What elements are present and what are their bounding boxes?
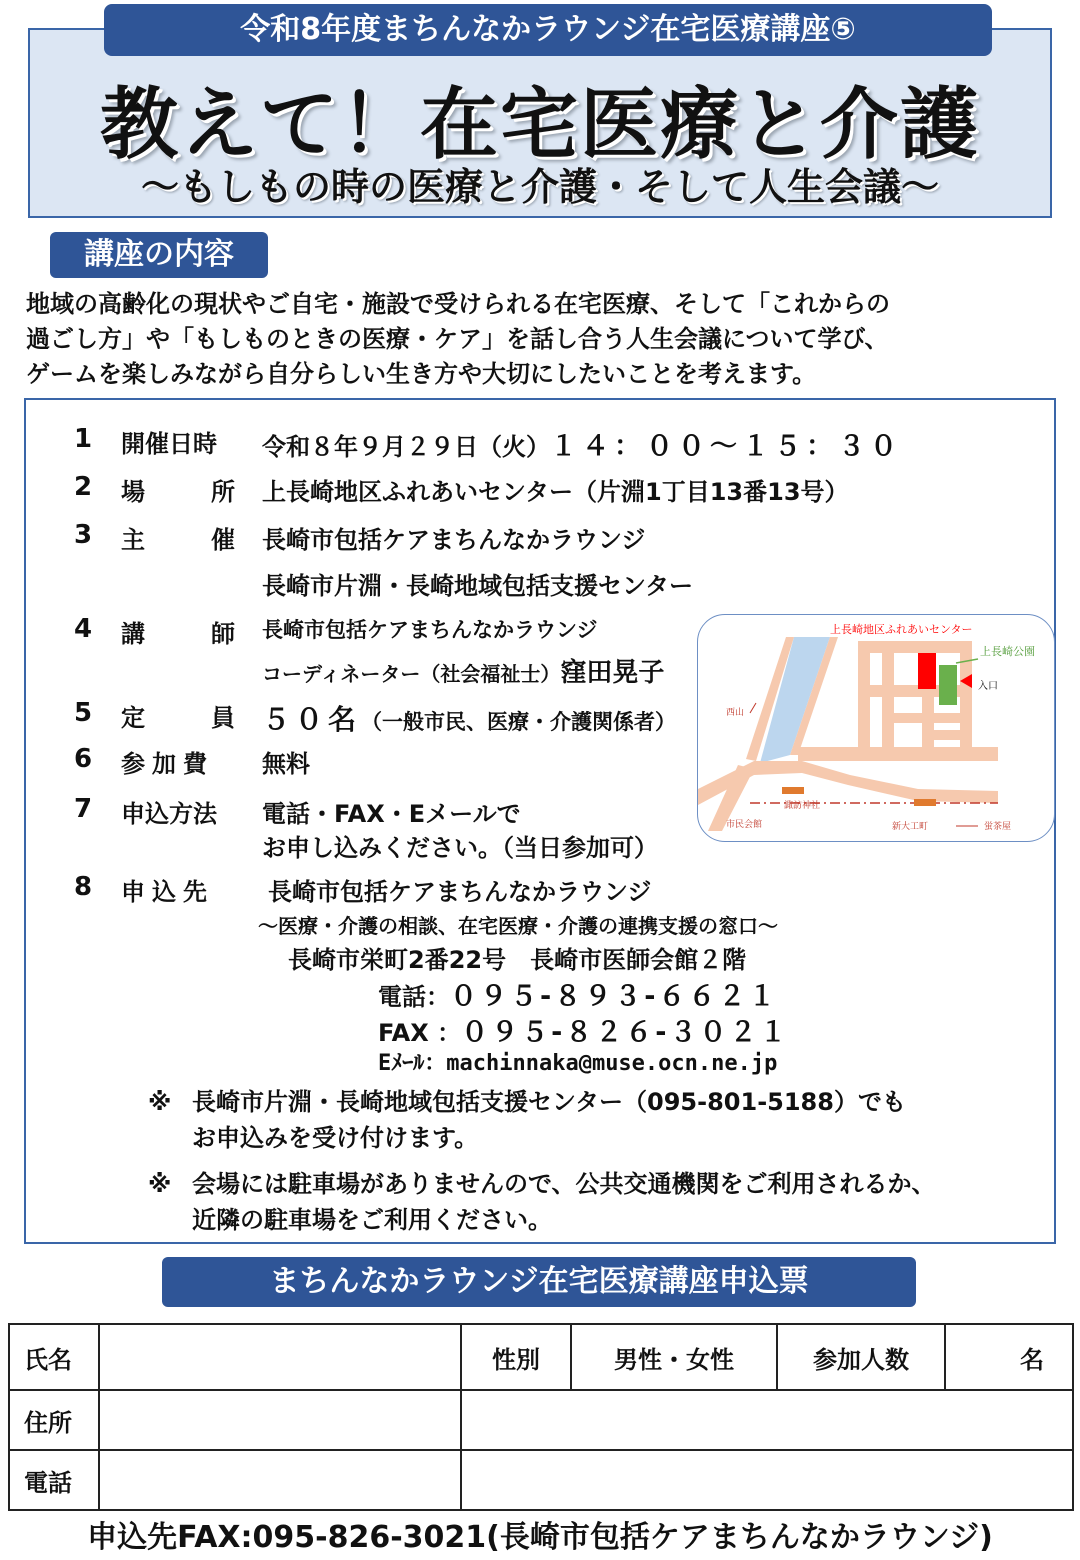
lecturer-title: コーディネーター（社会福祉士） — [262, 662, 561, 686]
series-title-banner: 令和8年度まちんなかラウンジ在宅医療講座⑤ — [104, 4, 992, 56]
item-label: 申込方法 — [121, 800, 217, 828]
tram-stop-shindaiku — [914, 799, 936, 806]
course-content-heading: 講座の内容 — [50, 232, 268, 278]
main-title: 教えて！在宅医療と介護 — [99, 80, 980, 170]
organizer-value: 長崎市包括ケアまちんなかラウンジ — [262, 526, 646, 554]
item-number: 4 — [74, 614, 93, 644]
item-number: 5 — [74, 698, 93, 728]
contact-org: 長崎市包括ケアまちんなかラウンジ — [268, 878, 652, 906]
map-label-entrance: 入口 — [978, 681, 998, 692]
table-row — [9, 1450, 1073, 1510]
map-label-suwa: 諏訪神社 — [784, 800, 821, 810]
application-method-2: お申し込みください。（当日参加可） — [262, 834, 658, 862]
address-field-2[interactable] — [461, 1390, 1073, 1450]
item-number: 6 — [74, 744, 93, 774]
application-form-heading: まちんなかラウンジ在宅医療講座申込票 — [162, 1257, 916, 1307]
item-label-char: 師 — [211, 620, 235, 648]
note-mark: ※ — [148, 1088, 172, 1116]
fax-label: FAX ： — [378, 1019, 462, 1047]
map-label-park: 上長崎公園 — [980, 646, 1035, 658]
lecturer-org: 長崎市包括ケアまちんなかラウンジ — [262, 618, 598, 642]
note-line: 長崎市片淵・長崎地域包括支援センター（095-801-5188）でも — [192, 1088, 906, 1116]
item-label-char: 員 — [211, 704, 235, 732]
table-row — [9, 1324, 1073, 1390]
tel-label: 電話： — [378, 983, 450, 1011]
note-line: 近隣の駐車場をご利用ください。 — [192, 1206, 552, 1234]
gender-options[interactable]: 男性・女性 — [571, 1324, 777, 1390]
phone-label: 電話 — [9, 1450, 99, 1510]
lecturer-name: 窪田晃子 — [560, 658, 665, 688]
item-label-char: 主 — [121, 526, 145, 554]
venue-marker — [918, 653, 936, 689]
item-number: 2 — [74, 472, 93, 502]
address-label: 住所 — [9, 1390, 99, 1450]
map-label-shindaiku: 新大工町 — [892, 821, 929, 831]
item-label: 参加費 — [121, 750, 214, 778]
item-number: 1 — [74, 424, 93, 454]
item-label-char: 場 — [121, 478, 145, 506]
name-field[interactable] — [99, 1324, 461, 1390]
capacity-target: （一般市民、医療・介護関係者） — [361, 710, 677, 734]
application-fax-footer: 申込先FAX:095-826-3021(長崎市包括ケアまちんなかラウンジ) — [87, 1520, 993, 1555]
note-parking — [148, 1166, 936, 1238]
map-drawing — [698, 615, 1054, 841]
course-description — [26, 287, 1066, 392]
tram-stop-suwa — [782, 787, 804, 794]
name-label: 氏名 — [9, 1324, 99, 1390]
note-alt-center — [148, 1084, 906, 1156]
description-line: ゲームを楽しみながら自分らしい生き方や大切にしたいことを考えます。 — [26, 360, 817, 388]
phone-field-1[interactable] — [99, 1450, 461, 1510]
event-date: 令和８年９月２９日（火） — [262, 433, 550, 461]
item-label — [121, 520, 235, 555]
table-row — [9, 1390, 1073, 1450]
item-number: 7 — [74, 794, 93, 824]
item-label-char: 所 — [211, 478, 235, 506]
item-label — [121, 614, 235, 649]
description-line: 過ごし方」や「もしものときの医療・ケア」を話し合う人生会議について学び、 — [26, 325, 889, 353]
participants-label: 参加人数 — [777, 1324, 945, 1390]
item-label-char: 定 — [121, 704, 145, 732]
note-line: 会場には駐車場がありませんので、公共交通機関をご利用されるか、 — [192, 1170, 936, 1198]
map-label-venue: 上長崎地区ふれあいセンター — [830, 624, 973, 636]
email-label: Eﾒｰﾙ： — [378, 1051, 447, 1076]
map-label-hotarujaya: 蛍茶屋 — [984, 821, 1012, 831]
map-label-nishiyama: 西山 — [726, 707, 745, 717]
email-address: machinnaka@muse.ocn.ne.jp — [446, 1051, 778, 1076]
participants-field[interactable]: 名 — [945, 1324, 1073, 1390]
item-label: 開催日時 — [121, 430, 217, 458]
contact-tagline: ～医療・介護の相談、在宅医療・介護の連携支援の窓口～ — [258, 914, 778, 938]
description-line: 地域の高齢化の現状やご自宅・施設で受けられる在宅医療、そして「これからの — [26, 290, 890, 318]
address-field-1[interactable] — [99, 1390, 461, 1450]
item-label-char: 講 — [121, 620, 145, 648]
venue-value: 上長崎地区ふれあいセンター（片淵1丁目13番13号） — [262, 478, 849, 506]
park-marker — [939, 665, 957, 705]
map-label-civic-hall: 市民会館 — [726, 819, 763, 829]
contact-address: 長崎市栄町2番22号 長崎市医師会館２階 — [288, 946, 747, 974]
organizer-value-2: 長崎市片淵・長崎地域包括支援センター — [262, 572, 694, 600]
item-number: 3 — [74, 520, 93, 550]
application-method: 電話・FAX・Eメールで — [262, 800, 521, 828]
tel-number: ０９５-８９３-６６２１ — [450, 981, 779, 1012]
item-label-char: 催 — [211, 526, 235, 554]
item-label — [121, 698, 235, 733]
capacity-value: ５０名 — [262, 703, 362, 736]
note-line: お申込みを受け付けます。 — [192, 1124, 479, 1152]
venue-map — [697, 614, 1055, 842]
application-form-table — [8, 1323, 1074, 1511]
north-arrow-icon — [750, 703, 756, 713]
event-time: １４：００～１５：３０ — [550, 431, 902, 462]
fee-value: 無料 — [262, 750, 310, 778]
note-mark: ※ — [148, 1170, 172, 1198]
fax-number: ０９５-８２６-３０２１ — [461, 1017, 790, 1048]
item-label — [121, 472, 235, 507]
subtitle: ～もしもの時の医療と介護・そして人生会議～ — [140, 165, 939, 209]
gender-label: 性別 — [461, 1324, 571, 1390]
item-number: 8 — [74, 872, 93, 902]
phone-field-2[interactable] — [461, 1450, 1073, 1510]
item-label: 申込先 — [121, 878, 214, 906]
